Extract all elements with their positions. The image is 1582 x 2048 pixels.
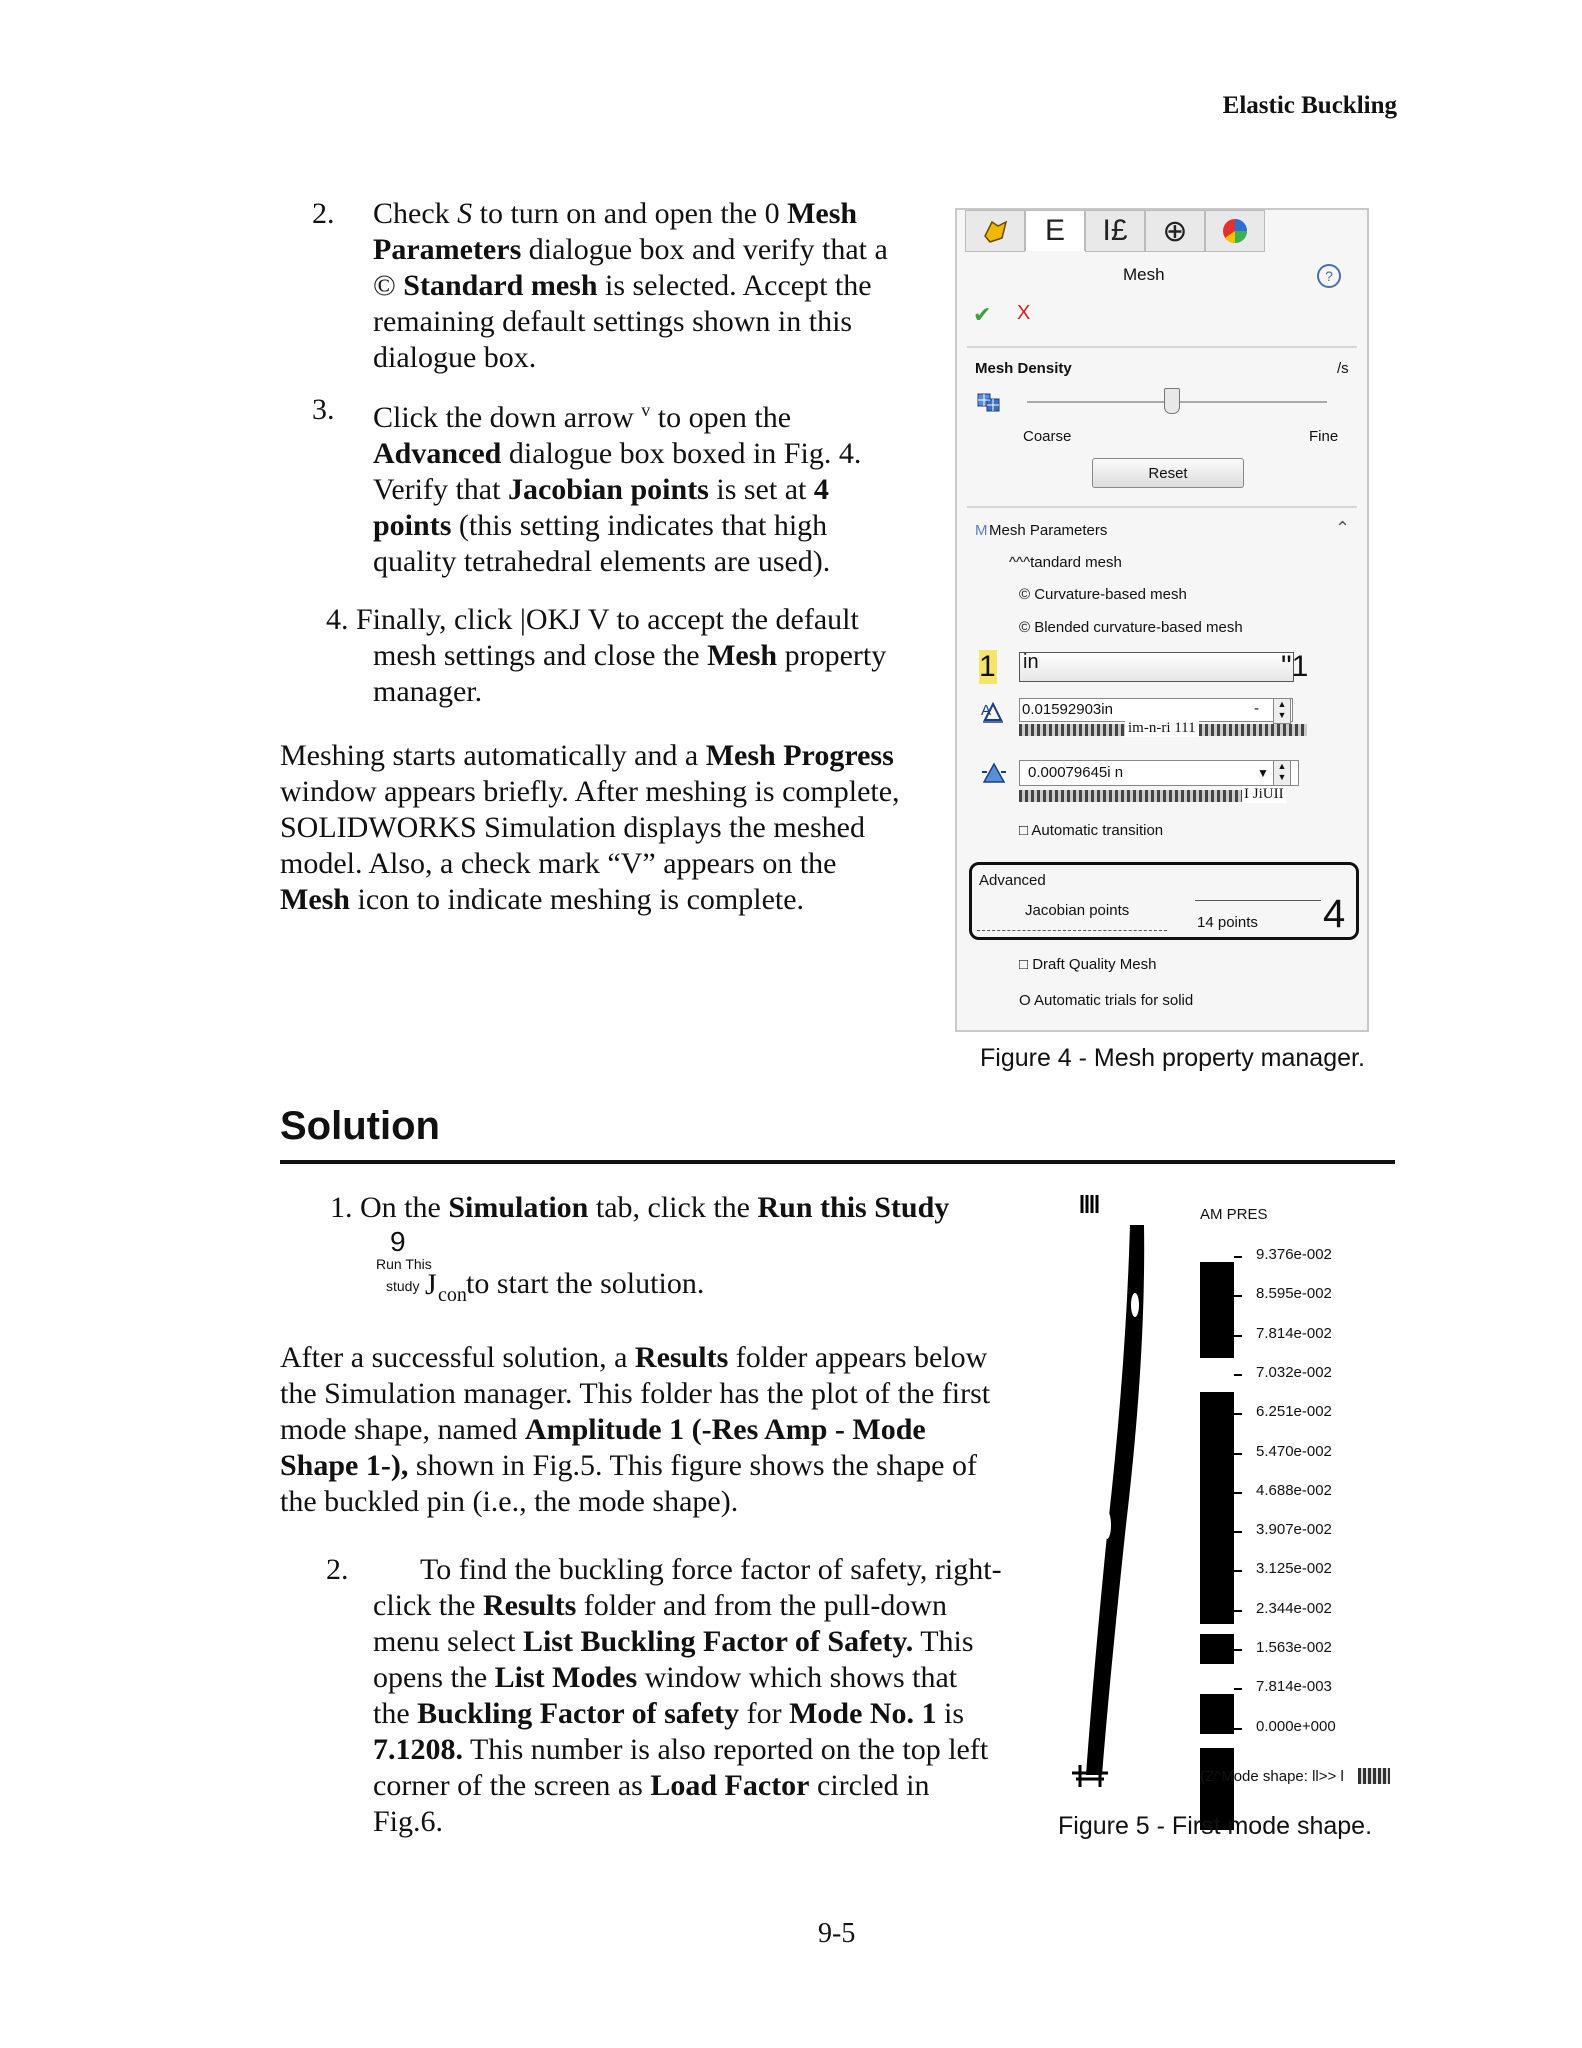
tolerance-slider-text: I JiUII [1244, 786, 1284, 802]
legend-value: 9.376e-002 [1256, 1246, 1332, 1263]
mesh-density-label: Mesh Density [975, 360, 1072, 377]
display-pie-icon [1220, 216, 1250, 246]
blended-mesh-option[interactable]: © Blended curvature-based mesh [1019, 619, 1243, 636]
collapse-chevron-icon[interactable]: ⌃ [1335, 518, 1351, 538]
page-number: 9-5 [818, 1918, 856, 1949]
figure-5-caption: Figure 5 - First mode shape. [1058, 1812, 1373, 1840]
element-size-input[interactable]: 0.01592903in [1019, 698, 1293, 722]
tolerance-input[interactable]: 0.00079645i n [1019, 760, 1299, 786]
solution-step-2-number: 2. [326, 1553, 349, 1586]
element-size-label: A [981, 702, 992, 719]
legend-tick [1234, 1531, 1242, 1533]
mode-shape-selector[interactable] [1358, 1768, 1390, 1784]
step-4-text: 4. Finally, click |OKJ V to accept the default mesh settings and close the Mesh property manager. [326, 603, 887, 708]
legend-value: 6.251e-002 [1256, 1403, 1332, 1421]
mesh-density-pin[interactable]: /s [1337, 360, 1349, 377]
help-icon[interactable]: ? [1317, 264, 1341, 288]
legend-tick [1234, 1649, 1242, 1651]
ok-check-icon[interactable]: ✔ [973, 302, 992, 327]
figure-4-caption: Figure 4 - Mesh property manager. [980, 1044, 1365, 1072]
tab-display-manager[interactable] [1205, 210, 1265, 252]
tolerance-dropdown-icon[interactable]: ▼ [1257, 766, 1269, 780]
step-3-number: 3. [312, 393, 335, 426]
buckled-pin-shape [1060, 1195, 1170, 1795]
legend-value: 7.814e-002 [1256, 1324, 1332, 1342]
legend-tick [1234, 1570, 1242, 1572]
draft-quality-checkbox[interactable]: □ Draft Quality Mesh [1019, 956, 1157, 973]
meshing-paragraph: Meshing starts automatically and a Mesh Progress window appears briefly. After meshing is complete, SOLIDWORKS Simulation displays the meshed model. Also, a check mark “V” appears on the Mesh icon to indicate meshing is complete. [280, 739, 900, 916]
fine-label: Fine [1309, 428, 1339, 445]
legend-value: 2.344e-002 [1256, 1599, 1332, 1617]
figure-5-title: AM PRES [1200, 1206, 1268, 1223]
heading-rule [280, 1160, 1395, 1164]
mesh-density-slider-thumb[interactable] [1164, 388, 1180, 414]
run-study-icon-label-2: study [386, 1278, 420, 1294]
callout-1-right: "1 [1281, 650, 1309, 683]
solution-heading: Solution [280, 1104, 440, 1148]
legend-value: 8.595e-002 [1256, 1285, 1332, 1303]
solution-step-1: 1. On the Simulation tab, click the Run this Study [330, 1191, 950, 1224]
panel-title: Mesh [1123, 265, 1165, 284]
automatic-trials-checkbox[interactable]: O Automatic trials for solid [1019, 992, 1194, 1009]
legend-bar-lower [1200, 1634, 1234, 1664]
reset-button[interactable]: Reset [1092, 458, 1244, 488]
legend-value: 3.125e-002 [1256, 1560, 1332, 1578]
legend-bar-top [1200, 1262, 1234, 1358]
advanced-section-label[interactable]: Advanced [979, 872, 1046, 889]
legend-value: 1.563e-002 [1256, 1639, 1332, 1656]
element-size-spinner[interactable]: ▲ ▼ [1273, 698, 1291, 724]
legend-value: 5.470e-002 [1256, 1442, 1332, 1460]
legend-value: 7.032e-002 [1256, 1363, 1332, 1381]
step-3-text: Click the down arrow $^v$ to open the Advanced dialogue box boxed in Fig. 4. Verify that Jacobian points is set at 4 points (this setting indicates that high quality tetrahedral elements are used). [373, 400, 862, 578]
legend-value: 3.907e-002 [1256, 1521, 1332, 1539]
element-size-slider-text: im-n-ri 111 [1125, 720, 1199, 737]
results-paragraph: After a successful solution, a Results folder appears below the Simulation manager. This folder has the plot of the first mode shape, named Amplitude 1 (-Res Amp - Mode Shape 1-), shown in Fig.5. This figure shows the shape of the buckled pin (i.e., the mode shape). [280, 1341, 991, 1518]
callout-4: 4 [1323, 892, 1346, 936]
legend-value: 4.688e-002 [1256, 1481, 1332, 1499]
mesh-parameters-label: Mesh Parameters [989, 522, 1108, 539]
tolerance-spinner[interactable]: ▲ ▼ [1273, 760, 1291, 786]
jacobian-points-label: Jacobian points [1025, 902, 1130, 919]
tolerance-slider[interactable] [1019, 790, 1261, 802]
tab-dimxpert-manager[interactable]: ⊕ [1145, 210, 1205, 252]
step-2-text: Check S to turn on and open the 0 Mesh Parameters dialogue box and verify that a © Standard mesh is selected. Accept the remaining default settings shown in this dialogue box. [373, 197, 888, 374]
running-header: Elastic Buckling [1222, 92, 1397, 119]
callout-1-left: 1 [979, 650, 996, 683]
run-study-icon-number: 9 [390, 1226, 406, 1257]
legend-tick [1234, 1413, 1242, 1415]
mesh-property-manager [955, 208, 1369, 1032]
tab-feature-manager[interactable] [965, 210, 1025, 252]
legend-tick [1234, 1256, 1242, 1258]
standard-mesh-option[interactable]: ^^^tandard mesh [1009, 554, 1122, 571]
tab-configuration-manager[interactable]: I£ [1085, 210, 1145, 252]
element-size-dash: - [1254, 700, 1259, 717]
legend-tick [1234, 1492, 1242, 1494]
jacobian-points-value: 14 points [1197, 914, 1258, 931]
mode-shape-label: (Z^Mode shape: ll>> l [1200, 1768, 1344, 1785]
legend-tick [1234, 1374, 1242, 1376]
tab-property-manager[interactable]: E [1025, 210, 1085, 251]
legend-tick [1234, 1335, 1242, 1337]
legend-tick [1234, 1295, 1242, 1297]
mesh-density-icon [975, 388, 1003, 416]
manager-tabbar [965, 210, 1265, 252]
unit-select[interactable]: in [1019, 652, 1294, 682]
legend-tick [1234, 1453, 1242, 1455]
coarse-label: Coarse [1023, 428, 1072, 445]
tolerance-icon [981, 760, 1007, 786]
legend-tick [1234, 1610, 1242, 1612]
solution-step-1-tail: to start the solution. [466, 1267, 705, 1300]
run-study-icon-con: con [438, 1284, 467, 1306]
feature-tree-icon [980, 216, 1010, 246]
curvature-mesh-option[interactable]: © Curvature-based mesh [1019, 586, 1187, 603]
legend-value: 0.000e+000 [1256, 1717, 1336, 1735]
legend-bar-lower-2 [1200, 1694, 1234, 1734]
step-2-number: 2. [312, 197, 335, 230]
cancel-x-icon[interactable]: X [1017, 302, 1031, 324]
legend-tick [1234, 1728, 1242, 1730]
legend-bar-middle [1200, 1392, 1234, 1624]
run-study-icon-label[interactable]: Run This [376, 1256, 432, 1272]
run-study-icon-j: J [425, 1268, 437, 1301]
jacobian-underline [977, 930, 1167, 931]
mesh-parameters-checkbox[interactable]: M [975, 522, 988, 539]
solution-step-2-text: To find the buckling force factor of safety, right- click the Results folder and from the pull-down menu select List Buckling Factor of Safety. This opens the List Modes window which shows that the Buckling Factor of safety for Mode No. 1 is 7.1208. This number is also reported on the top left corner of the screen as Load Factor circled in Fig.6. [373, 1553, 1002, 1838]
legend-tick [1234, 1688, 1242, 1690]
legend-value: 7.814e-003 [1256, 1678, 1332, 1696]
automatic-transition-checkbox[interactable]: □ Automatic transition [1019, 822, 1164, 839]
